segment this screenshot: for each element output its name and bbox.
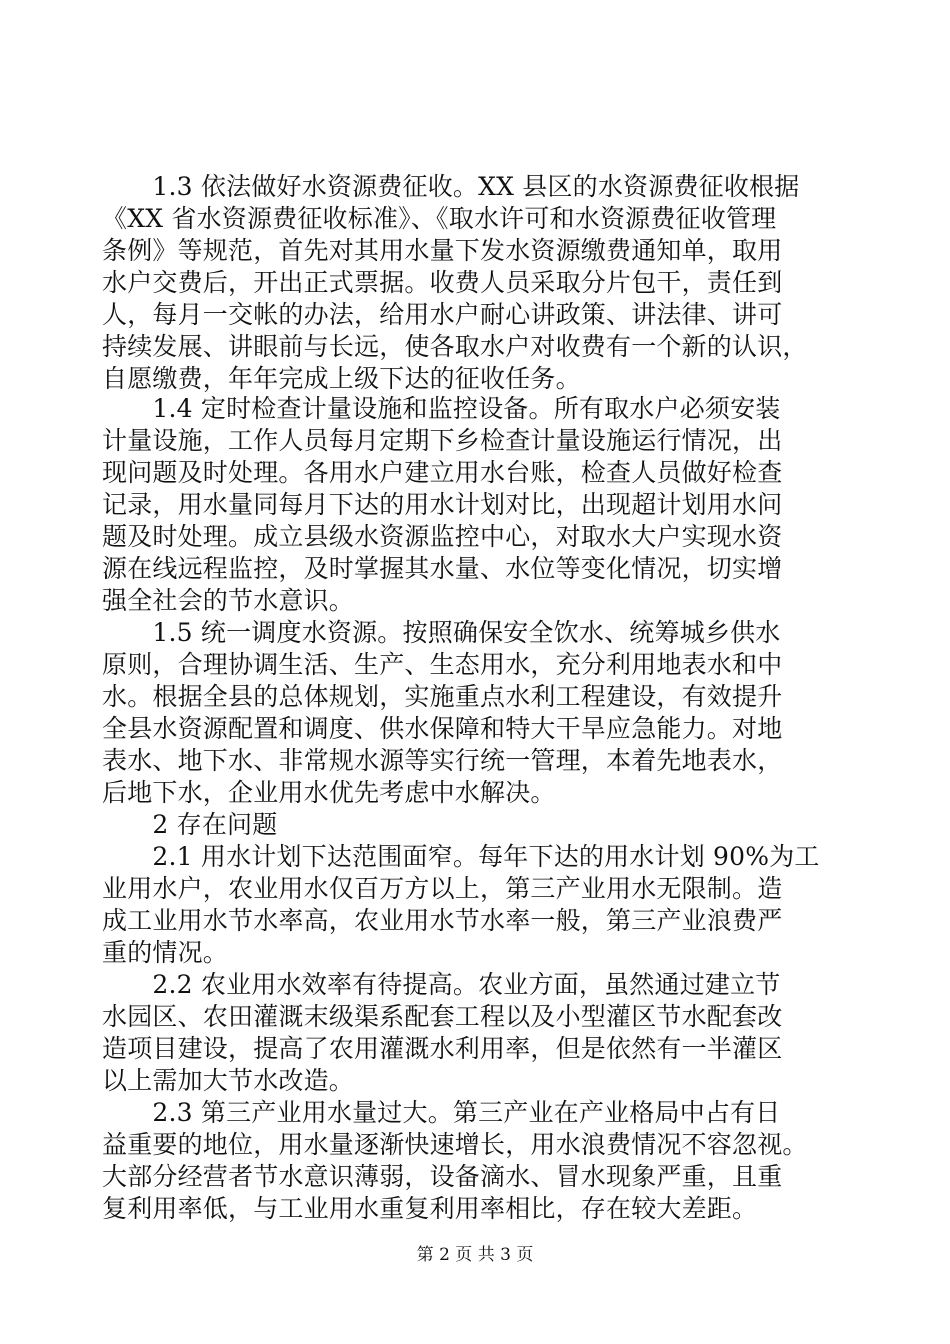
text-line: 业用水户，农业用水仅百万方以上，第三产业用水无限制。造 — [102, 874, 783, 903]
text-line: 计量设施，工作人员每月定期下乡检查计量设施运行情况，出 — [102, 426, 783, 455]
text-line: 持续发展、讲眼前与长远，使各取水户对收费有一个新的认识， — [102, 332, 808, 361]
text-line: 后地下水，企业用水优先考虑中水解决。 — [102, 778, 556, 807]
text-line: 成工业用水节水率高，农业用水节水率一般，第三产业浪费严 — [102, 906, 783, 935]
text-line: 重的情况。 — [102, 938, 229, 967]
text-line: 益重要的地位，用水量逐渐快速增长，用水浪费情况不容忽视。 — [102, 1130, 808, 1159]
text-line: 条例》等规范，首先对其用水量下发水资源缴费通知单，取用 — [102, 236, 783, 265]
text-line: 造项目建设，提高了农用灌溉水利用率，但是依然有一半灌区 — [102, 1034, 783, 1063]
text-line: 1.5 统一调度水资源。按照确保安全饮水、统筹城乡供水 — [102, 618, 781, 647]
text-line: 题及时处理。成立县级水资源监控中心，对取水大户实现水资 — [102, 522, 783, 551]
text-line: 记录，用水量同每月下达的用水计划对比，出现超计划用水问 — [102, 490, 783, 519]
text-line: 复利用率低，与工业用水重复利用率相比，存在较大差距。 — [102, 1194, 758, 1223]
text-line: 源在线远程监控，及时掌握其水量、水位等变化情况，切实增 — [102, 554, 783, 583]
text-line: 以上需加大节水改造。 — [102, 1066, 355, 1095]
text-line: 《XX 省水资源费征收标准》、《取水许可和水资源费征收管理 — [102, 204, 777, 233]
text-line: 自愿缴费，年年完成上级下达的征收任务。 — [102, 364, 581, 393]
text-line: 2.3 第三产业用水量过大。第三产业在产业格局中占有日 — [102, 1098, 781, 1127]
text-line: 1.4 定时检查计量设施和监控设备。所有取水户必须安装 — [102, 394, 781, 423]
text-line: 2.1 用水计划下达范围面窄。每年下达的用水计划 90%为工 — [102, 842, 820, 871]
section-heading: 2 存在问题 — [102, 810, 278, 839]
text-line: 2.2 农业用水效率有待提高。农业方面，虽然通过建立节 — [102, 970, 781, 999]
text-line: 现问题及时处理。各用水户建立用水台账，检查人员做好检查 — [102, 458, 783, 487]
page-number-footer: 第 2 页 共 3 页 — [416, 1245, 534, 1265]
text-line: 水户交费后，开出正式票据。收费人员采取分片包干，责任到 — [102, 268, 783, 297]
text-line: 1.3 依法做好水资源费征收。XX 县区的水资源费征收根据 — [102, 172, 800, 201]
text-line: 人，每月一交帐的办法，给用水户耐心讲政策、讲法律、讲可 — [102, 300, 783, 329]
text-line: 强全社会的节水意识。 — [102, 586, 355, 615]
text-line: 全县水资源配置和调度、供水保障和特大干旱应急能力。对地 — [102, 714, 783, 743]
text-line: 水。根据全县的总体规划，实施重点水利工程建设，有效提升 — [102, 682, 783, 711]
text-line: 大部分经营者节水意识薄弱，设备滴水、冒水现象严重，且重 — [102, 1162, 783, 1191]
text-line: 水园区、农田灌溉末级渠系配套工程以及小型灌区节水配套改 — [102, 1002, 783, 1031]
text-line: 表水、地下水、非常规水源等实行统一管理，本着先地表水， — [102, 746, 783, 775]
text-line: 原则，合理协调生活、生产、生态用水，充分利用地表水和中 — [102, 650, 783, 679]
